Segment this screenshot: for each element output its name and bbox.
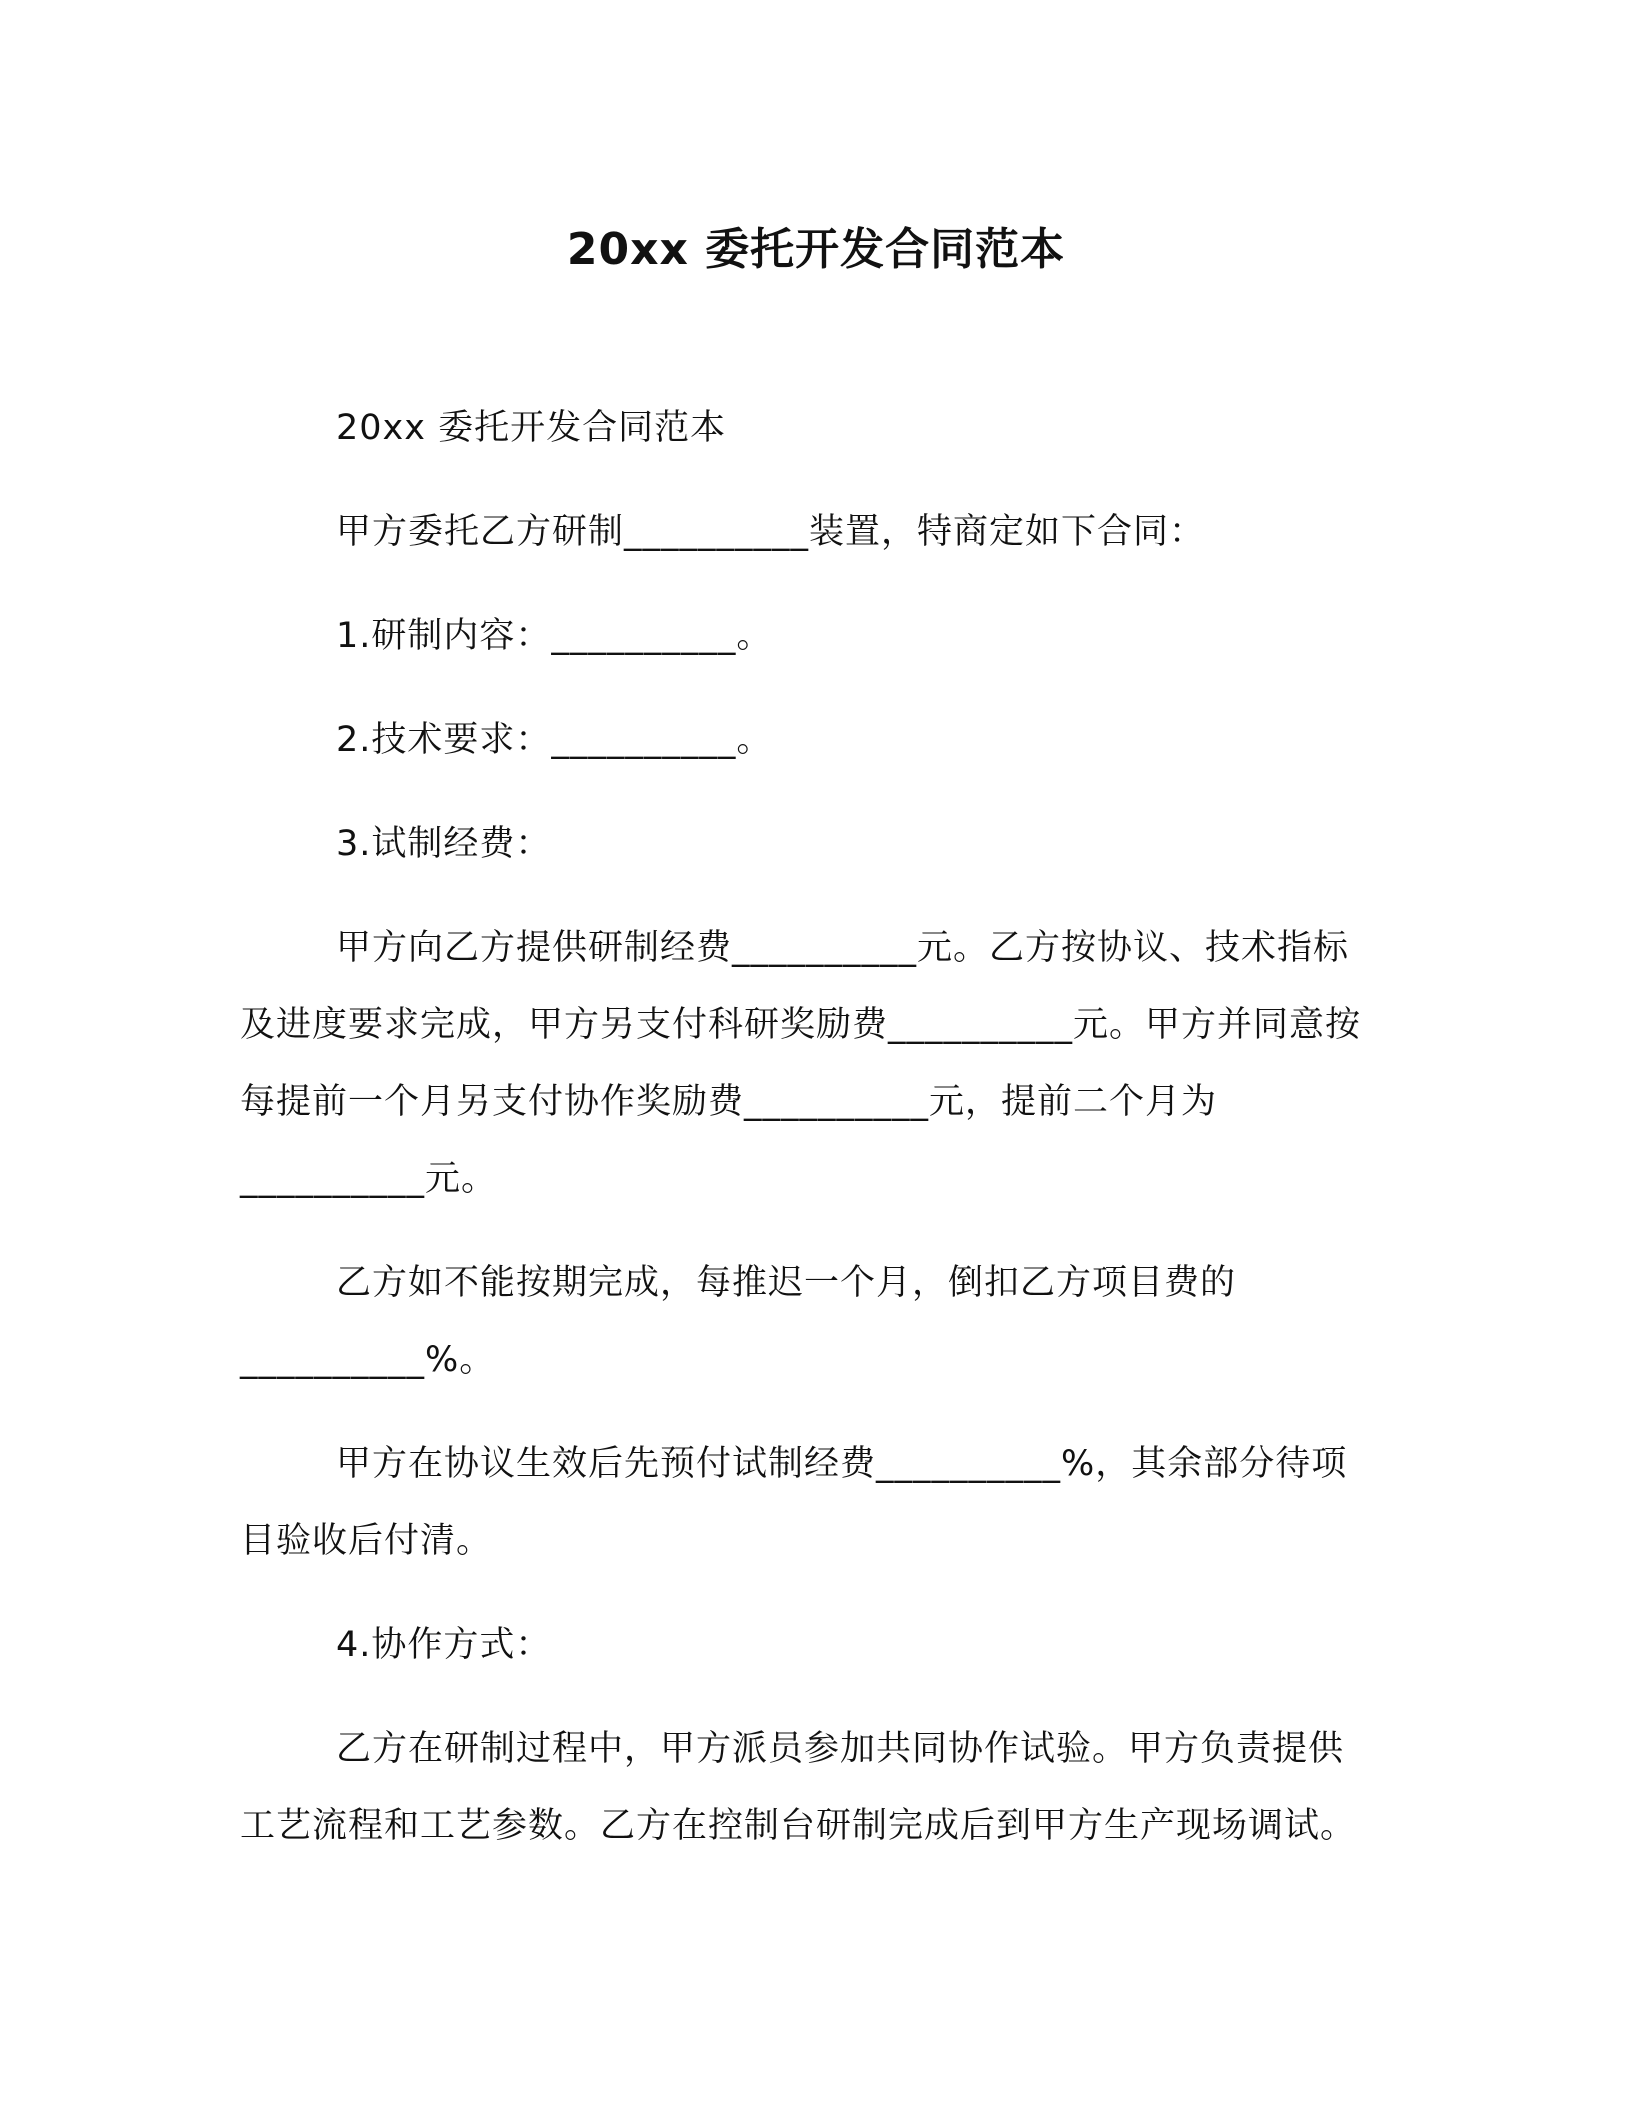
paragraph-subtitle: 20xx 委托开发合同范本 <box>336 408 727 448</box>
paragraph-research-content: 1.研制内容：__________。 <box>336 616 773 656</box>
paragraph-technical-requirements: 2.技术要求：__________。 <box>336 720 773 760</box>
paragraph-intro: 甲方委托乙方研制__________装置，特商定如下合同： <box>336 512 1206 552</box>
document-title: 20xx 委托开发合同范本 <box>566 224 1066 275</box>
paragraph-funding-details: 甲方向乙方提供研制经费__________元。乙方按协议、技术指标及进度要求完成，甲方另支付科研奖励费__________元。甲方并同意按每提前一个月另支付协作奖励费__________元，提前二个月为__________元。 <box>240 928 1362 1199</box>
paragraph-cooperation-heading: 4.协作方式： <box>336 1625 552 1665</box>
paragraph-delay-penalty: 乙方如不能按期完成，每推迟一个月，倒扣乙方项目费的__________%。 <box>240 1263 1237 1380</box>
paragraph-cooperation-details: 乙方在研制过程中，甲方派员参加共同协作试验。甲方负责提供工艺流程和工艺参数。乙方在控制台研制完成后到甲方生产现场调试。 <box>240 1729 1357 1846</box>
document-body <box>240 390 1375 1892</box>
paragraph-prepayment: 甲方在协议生效后先预付试制经费__________%，其余部分待项目验收后付清。 <box>240 1444 1348 1561</box>
paragraph-trial-funding-heading: 3.试制经费： <box>336 824 552 864</box>
